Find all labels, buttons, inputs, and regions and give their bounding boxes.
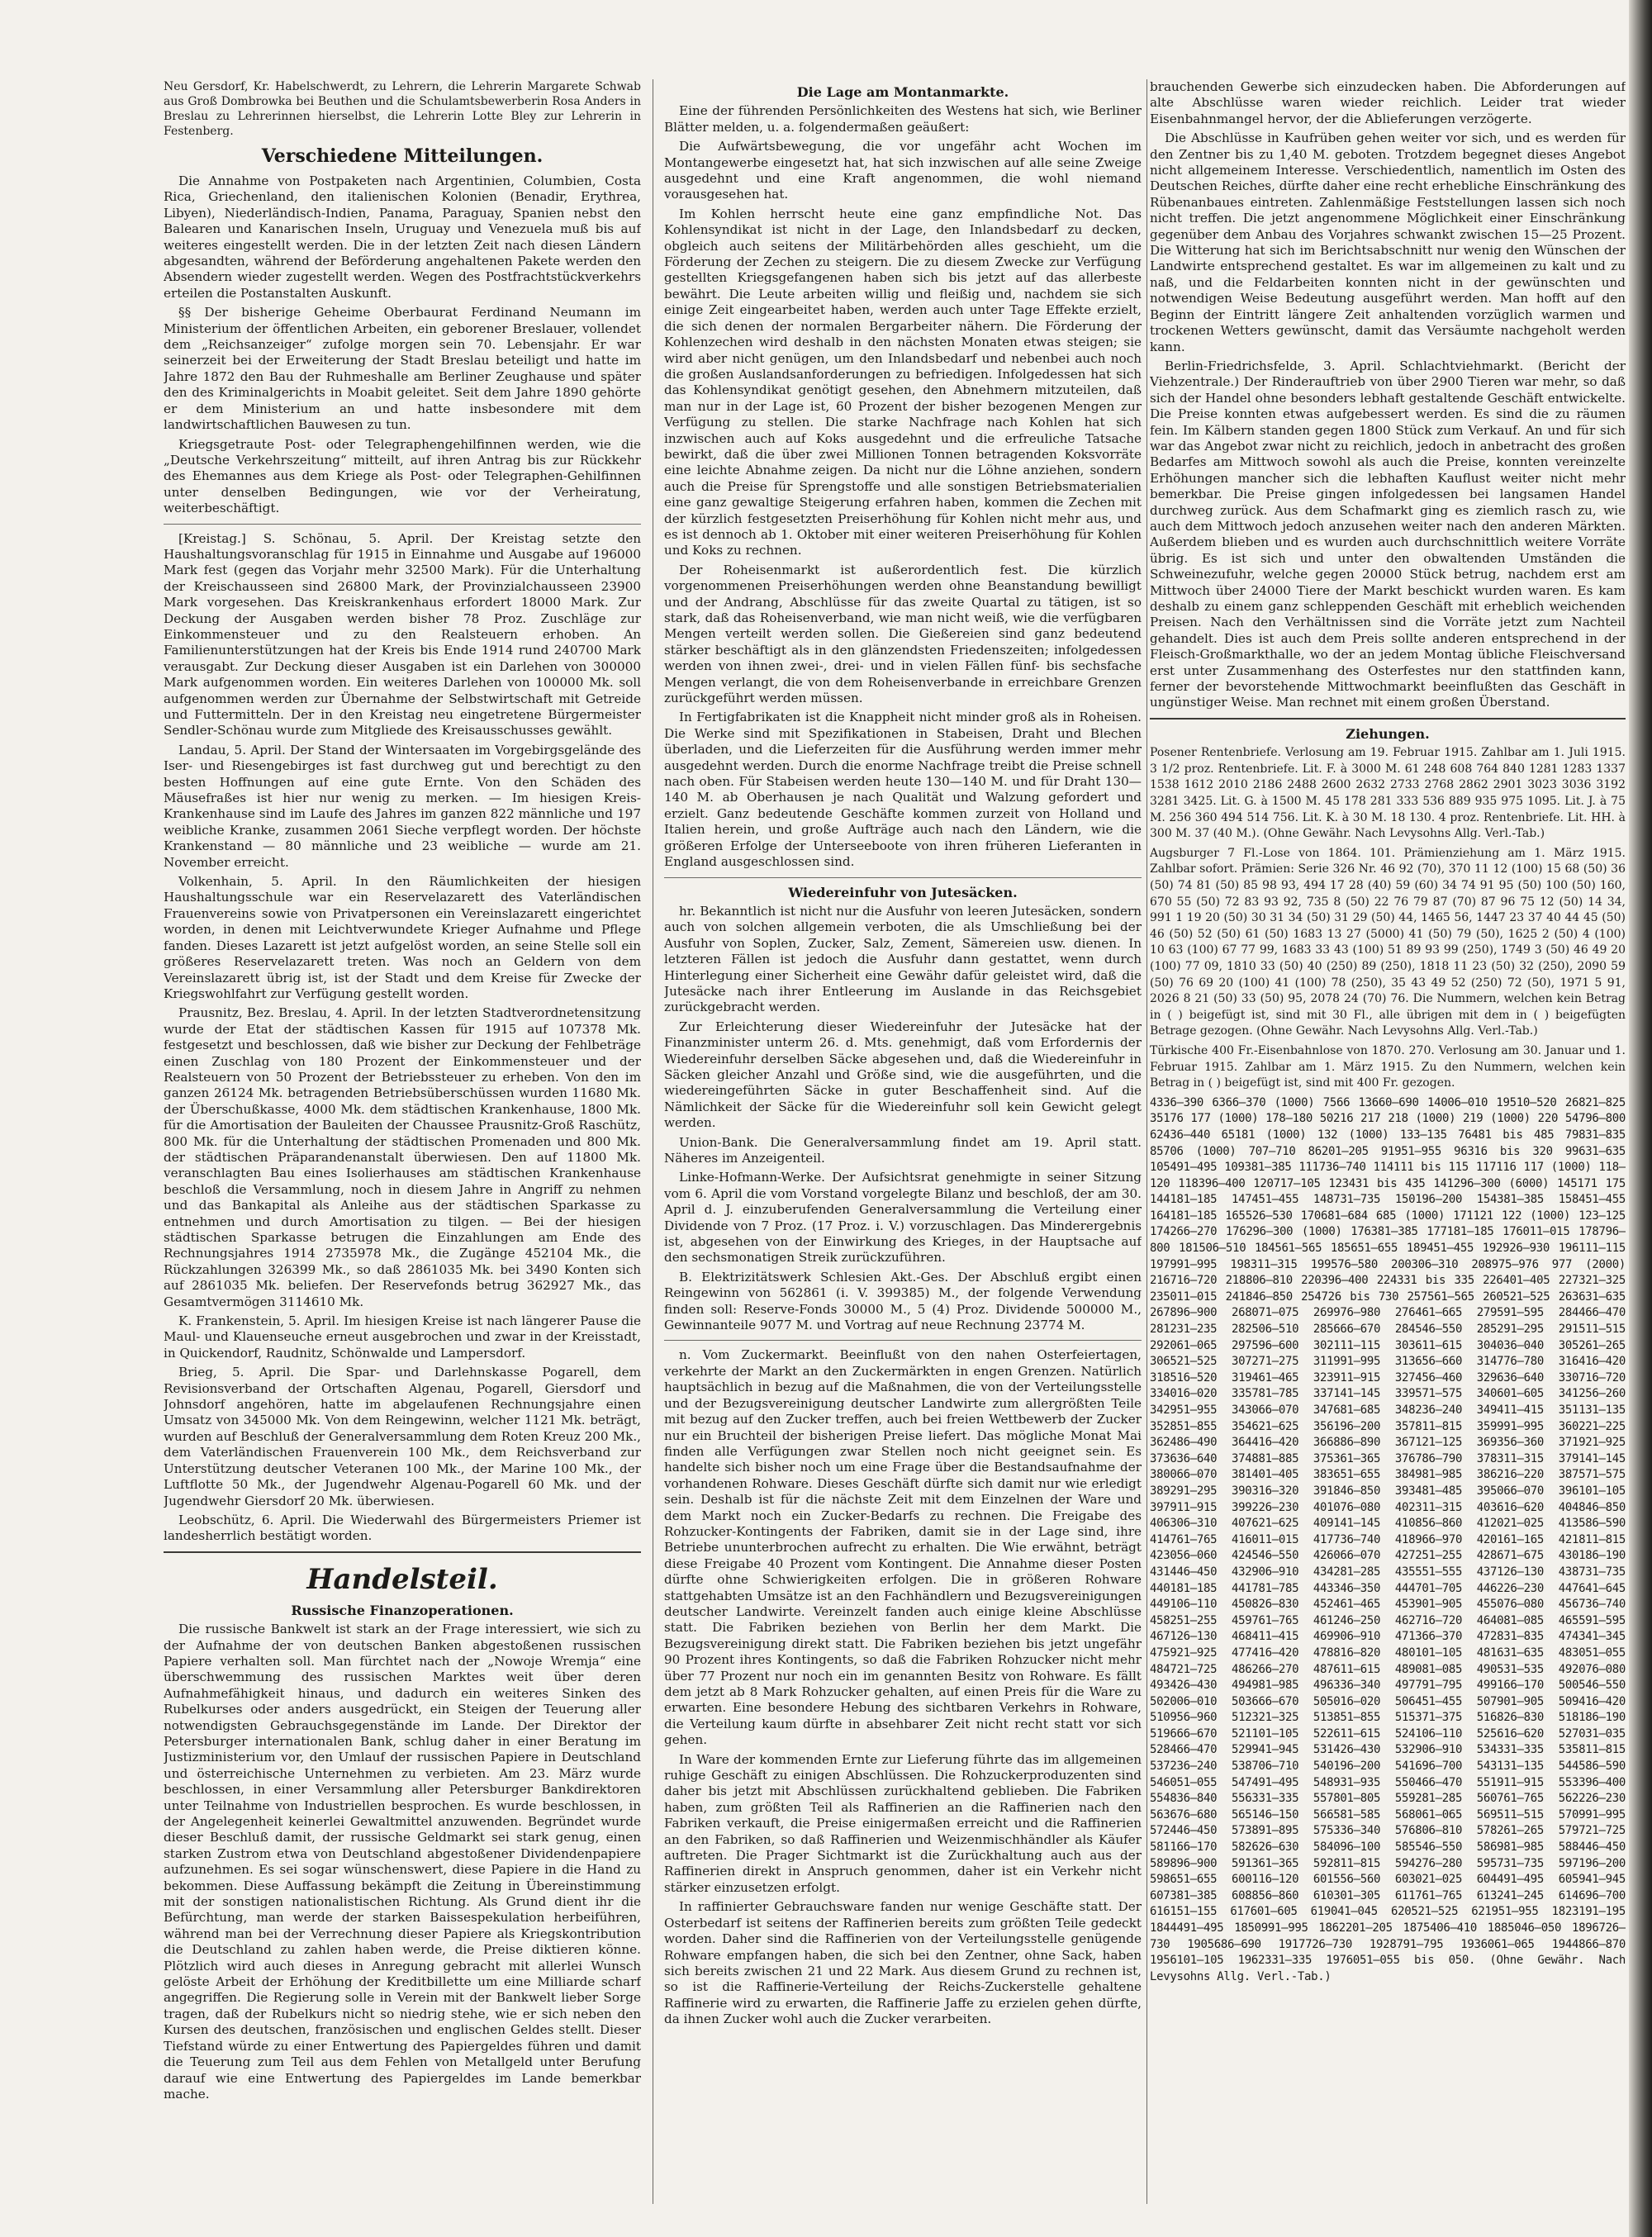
column-middle xyxy=(664,79,1142,2204)
divider xyxy=(664,1340,1142,1341)
zuckermarkt-p1: n. Vom Zuckermarkt. Beeinflußt von den nahen Osterfeiertagen, verkehrte der Markt an den Zuckermärkten in engen Grenzen. Natürlich hauptsächlich in bezug auf die Maßnahmen, die von der Verteilungsstelle und der Bezugsvereinigung deutscher Landwirte zum allergrößten Teile mit bezug auf den Zucker treffen, auch bei freien Wettbewerb der Zucker nur ein Bruchteil der bisherigen Preise liefert. Das mögliche Monat Mai finden alle Verfügungen zwar Stellen noch nicht geeignet sein. Es handelte sich bisher noch um eine Frage über die Bestandsaufnahme der vorhandenen Rohware. Dieses Geschäft dürfte sich damit nur wie erledigt sein. Deshalb ist für die nächste Zeit mit dem Einzelnen der Ware und dem Markt noch ein Zucker-Bedarfs zu rechnen. Die Freigabe des Rohzucker-Kontingents der Fabriken, damit sie in der Lage sind, ihre Betriebe ununterbrochen aufrecht zu erhalten. Die Wie erwähnt, beträgt diese Freigabe 40 Prozent vom Kontingent. Die Annahme dieser Posten dürfte ohne Schwierigkeiten erfolgen. Die in größeren Rohware stattgehabten Umsätze ist an den Fachhändlern und Bezugsvereinigungen deutscher Landwirte. Vereinzelt fanden auch einige kleine Abschlüsse statt. Die Fabriken beziehen von Berlin her dem Markt. Die Bezugsvereinigung direkt statt. Die Fabriken beziehen bis jetzt ungefähr 90 Prozent ihres Kontingents, so daß die Fabriken Rohzucker nicht mehr über 77 Prozent nur noch ein im genannten Besitz von Rohware. Es fällt dem jetzt ab 8 Mark Rohzucker gehalten, auf einen Preis für die Ware zu erwarten. Eine besondere Hebung des sichtbaren Verkehrs in Rohware, die Verteilung kaum dürfte in absehbarer Zeit nicht recht statt vor sich gehen. xyxy=(664,1347,1142,1748)
kaufrueben: Die Abschlüsse in Kaufrüben gehen weiter vor sich, und es werden für den Zentner bis zu 1,40 M. geboten. Trotzdem begegnet dieses Angebot nicht allgemeinem Interesse. Verschiedentlich, namentlich im Osten des Deutschen Reiches, dürfte daher eine recht erhebliche Einschränkung des Rübenanbaues eintreten. Zahlenmäßige Feststellungen lassen sich noch nicht treffen. Die jetzt angenommene Möglichkeit einer Einschränkung gegenüber dem Anbau des Vorjahres schwankt zwischen 15—25 Prozent. Die Witterung hat sich im Berichtsabschnitt nur wenig den Wünschen der Landwirte entsprechend gestaltet. Es war im allgemeinen zu kalt und zu naß, und die Feldarbeiten konnten nicht in der gewünschten und notwendigen Weise Bedeutung ausgeführt werden. Man hofft auf den Beginn der Eintritt längere Zeit anhaltenden vorzüglich warmen und trockenen Wetters gewünscht, damit das Versäumte nachgeholt werden kann. xyxy=(1150,131,1626,354)
divider xyxy=(1150,718,1626,720)
article-volkenhain: Volkenhain, 5. April. In den Räumlichkeiten der hiesigen Haushaltungsschule war ein Reservelazarett des Vaterländischen Frauenvereins sowie von Privatpersonen ein Vereinslazarett eingerichtet worden, in denen mit Leichtverwundete Krieger Aufnahme und Pflege fanden. Dieses Lazarett ist jetzt aufgelöst worden, an seine Stelle soll ein größeres Reservelazarett treten. Was noch an Geldern von dem Vereinslazarett übrig ist, ist der Stadt und dem Kreise für Zwecke der Kriegswohlfahrt zur Verfügung gestellt worden. xyxy=(164,874,641,1001)
schlachtviehmarkt: Berlin-Friedrichsfelde, 3. April. Schlachtviehmarkt. (Bericht der Viehzentrale.) Der Rinderauftrieb von über 2900 Tieren war mehr, so daß sich der Handel ohne besonders lebhaft gestaltende Geschäft entwickelte. Die Preise konnten etwas aufgebessert werden. Es sind die zu räumen fein. Im Kälbern standen gegen 1800 Stück zum Verkauf. An und für sich war das Angebot zwar nicht zu reichlich, jedoch in anbetracht des großen Bedarfes am Mittwoch sowohl als auch die Preise, konnten vereinzelte Erhöhungen mancher sich die lebhaften Kauflust weiter nicht mehr bemerkbar. Die Preise gingen infolgedessen bei langsamen Handel durchweg zurück. Aus dem Schafmarkt ging es ziemlich rasch zu, wie auch dem Mittwoch jedoch anzusehen weiter nach den anderen Märkten. Außerdem blieben und es wurden auch durchschnittlich weitere Vorräte übrig. Es ist sich und unter den obwaltenden Umständen die Schweinezufuhr, welche gegen 20000 Stück betrug, nachdem erst am Mittwoch über 24000 Tiere der Markt beschickt wurden waren. Es kam deshalb zu einem ganz schleppenden Geschäft mit erheblich weichenden Preisen. Nach den Verhältnissen sind die Vorräte jetzt zum Nachteil gehandelt. Dies ist auch dem Preis sollte anderen entsprechend in der Fleisch-Großmarkthalle, wo der an jedem Montag übliche Fleischversand erst unter Zusammenhang des Osterfestes nur den stattfinden kann, ferner der bevorstehende Mittwochmarkt beeinflußten das Geschäft in ungünstiger Weise. Man rechnet mit einem großen Überstand. xyxy=(1150,358,1626,710)
lottery-tuerkische: Türkische 400 Fr.-Eisenbahnlose von 1870. 270. Verlosung am 30. Januar und 1. Februar 1915. Zahlbar am 1. März 1915. Zu den Nummern, welchen kein Betrag in ( ) beigefügt ist, sind mit 400 Fr. gezogen. xyxy=(1150,1043,1626,1090)
article-heading-montan: Die Lage am Montanmarkte. xyxy=(796,84,1009,100)
notice-linke-hofmann: Linke-Hofmann-Werke. Der Aufsichtsrat genehmigte in seiner Sitzung vom 6. April die vom Vorstand vorgelegte Bilanz und beschloß, der am 30. April d. J. einzuberufenden Generalversammlung die Verteilung einer Dividende von 7 Proz. (17 Proz. i. V.) vorzuschlagen. Das Minderergebnis ist, abgesehen von der Einwirkung des Krieges, in der Hauptsache auf den sechsmonatigen Streik zurückzuführen. xyxy=(664,1170,1142,1266)
section-heading-misc: Verschiedene Mitteilungen. xyxy=(261,145,544,167)
lottery-posener: Posener Rentenbriefe. Verlosung am 19. Februar 1915. Zahlbar am 1. Juli 1915. 3 1/2 proz. Rentenbriefe. Lit. F. à 3000 M. 61 248 608 764 840 1281 1283 1337 1538 1612 2010 2186 2488 2600 2632 2733 2768 2862 2901 3023 3036 3192 3281 3425. Lit. G. à 1500 M. 45 178 281 333 536 889 935 975 1095. Lit. J. à 75 M. 256 360 494 514 756. Lit. K. à 30 M. 18 130. 4 proz. Rentenbriefe. Lit. HH. à 300 M. 37 (40 M.). (Ohne Gewähr. Nach Levysohns Allg. Verl.-Tab.) xyxy=(1150,746,1626,841)
jute-p2: Zur Erleichterung dieser Wiedereinfuhr der Jutesäcke hat der Finanzminister unterm 26. d. Mts. genehmigt, daß vom Erfordernis der Wiedereinfuhr derselben Säcke abgesehen und, daß die Wiedereinfuhr in Säcken gleicher Anzahl und Größe sind, wie die ausgeführten, und die wiedereingeführten Säcke in guter Beschaffenheit sind. Auf die Nämlichkeit der Säcke für die Wiedereinfuhr soll kein Gewicht gelegt werden. xyxy=(664,1019,1142,1131)
lottery-augsburger: Augsburger 7 Fl.-Lose von 1864. 101. Prämienziehung am 1. März 1915. Zahlbar sofort. Prämien: Serie 326 Nr. 46 92 (70), 370 11 12 (100) 15 68 (50) 36 (50) 74 81 (50) 85 98 93, 494 17 28 (40) 59 (60) 34 74 91 95 (50) 100 (50) 160, 670 55 (50) 72 83 93 92, 735 8 (50) 22 76 79 87 (70) 87 96 75 12 (50) 14 34, 991 1 19 20 (50) 30 31 34 (50) 31 29 (50) 44, 1465 56, 1447 23 37 40 44 45 (50) 46 (50) 52 (50) 61 (50) 1683 13 27 (5000) 41 (50) 79 (50), 1625 2 (50) 4 (100) 10 63 (100) 67 77 99, 1683 33 43 (100) 51 89 93 99 (250), 1749 3 (50) 46 49 20 (100) 77 09, 1810 33 (50) 40 (250) 89 (250), 1818 11 23 (50) 32 (250), 2090 59 (50) 76 69 20 (100) 41 (100) 78 (250), 35 43 49 52 (250) 72 (50), 1971 5 91, 2026 8 21 (50) 33 (50) 95, 2078 24 (70) 76. Die Nummern, welchen kein Betrag in ( ) beigefügt ist, sind mit 30 Fl., alle übrigen mit dem in ( ) beigefügten Betrage gezogen. (Ohne Gewähr. Nach Levysohns Allg. Verl.-Tab.) xyxy=(1150,846,1626,1038)
section-heading-ziehungen: Ziehungen. xyxy=(1346,725,1430,742)
notice-union-bank: Union-Bank. Die Generalversammlung findet am 19. April statt. Näheres im Anzeigenteil. xyxy=(664,1134,1142,1166)
article-heading-finanz: Russische Finanzoperationen. xyxy=(291,1602,514,1618)
column-left xyxy=(164,79,641,2204)
divider xyxy=(164,1551,641,1553)
notice-elektrizitaetswerk: B. Elektrizitätswerk Schlesien Akt.-Ges. Der Abschluß ergibt einen Reingewinn von 562861 (i. V. 399385) M., der folgende Verwendung finden soll: Reserve-Fonds 30000 M., 5 (4) Proz. Dividende 500000 M., Gewinnanteile 9077 M. und Vortrag auf neue Rechnung 23774 M. xyxy=(664,1269,1142,1333)
article-frankenstein: K. Frankenstein, 5. April. Im hiesigen Kreise ist nach längerer Pause die Maul- und Klauenseuche erneut ausgebrochen und zwar in der Kreisstadt, in Quickendorf, Raudnitz, Schönwalde und Lampersdorf. xyxy=(164,1313,641,1361)
article-brieg: Brieg, 5. April. Die Spar- und Darlehnskasse Pogarell, dem Revisionsverband der Ortschaften Algenau, Pogarell, Giersdorf und Johnsdorf angehören, hatte im abgelaufenen Rechnungsjahre einen Umsatz von 345000 Mk. Von dem Reingewinn, welcher 1121 Mk. beträgt, wurden auf Beschluß der Generalversammlung dem Roten Kreuz 200 Mk., dem Vaterländischen Frauenverein 100 Mk., dem Reichsverband zur Unterstützung deutscher Veteranen 100 Mk., der Marine 100 Mk., der Luftflotte 50 Mk., der Jugendwehr Algenau-Pogarell 60 Mk. und der Jugendwehr Giersdorf 20 Mk. überwiesen. xyxy=(164,1365,641,1508)
jute-p1: hr. Bekanntlich ist nicht nur die Ausfuhr von leeren Jutesäcken, sondern auch von solchen allgemein verboten, die als Umschließung bei der Ausfuhr von Soplen, Zucker, Salz, Zement, Sämereien usw. dienen. In letzteren Fällen ist jedoch die Ausfuhr dann gestattet, wenn durch Hinterlegung einer Sicherheit eine Gewähr dafür geleistet wird, daß die Jutesäcke nach ihrer Entleerung im Auslande in das Reichsgebiet zurückgebracht werden. xyxy=(664,903,1142,1015)
divider xyxy=(664,877,1142,878)
article-heading-jute: Wiedereinfuhr von Jutesäcken. xyxy=(788,884,1018,900)
lottery-number-list: 4336—390 6366—370 (1000) 7566 13660—690 14006—010 19510—520 26821—825 35176 177 (1000) 178—180 50216 217 218 (1000) 219 (1000) 220 54796—800 62436—440 65181 (1000) 132 (1000) 133—135 76481 bis 485 79831—835 85706 (1000) 707—710 86201—205 91951—955 96316 bis 320 99631—635 105491—495 109381—385 111736—740 114111 bis 115 117116 117 (1000) 118—120 118396—400 120717—105 123431 bis 435 141296—300 (6000) 145171 175 144181—185 147451—455 148731—735 150196—200 154381—385 158451—455 164181—185 165526—530 170681—684 685 (1000) 171121 122 (1000) 123—125 174266—270 176296—300 (1000) 176381—385 177181—185 176011—015 178796—800 181506—510 184561—565 185651—655 189451—455 192926—930 196111—115 197991—995 198311—315 199576—580 200306—310 208975—976 977 (2000) 216716—720 218806—810 220396—400 224331 bis 335 226401—405 227321—325 235011—015 241846—850 254726 bis 730 257561—565 260521—525 263631—635 267896—900 268071—075 269976—980 276461—665 279591—595 284466—470 281231—235 282506—510 285666—670 284546—550 285291—295 291511—515 292061—065 297596—600 302111—115 303611—615 304036—040 305261—265 306521—525 307271—275 311991—995 313656—660 314776—780 316416—420 318516—520 319461—465 323911—915 327456—460 329636—640 330716—720 334016—020 335781—785 337141—145 339571—575 340601—605 341256—260 342951—955 343066—070 347681—685 348236—240 349411—415 351131—135 352851—855 354621—625 356196—200 357811—815 359991—995 360221—225 362486—490 364416—420 366886—890 367121—125 369356—360 371921—925 373636—640 374881—885 375361—365 376786—790 378311—315 379141—145 380066—070 381401—405 383651—655 384981—985 386216—220 387571—575 389291—295 390316—320 391846—850 393481—485 395066—070 396101—105 397911—915 399226—230 401076—080 402311—315 403616—620 404846—850 406306—310 407621—625 409141—145 410856—860 412021—025 413586—590 414761—765 416011—015 417736—740 418966—970 420161—165 421811—815 423056—060 424546—550 426066—070 427251—255 428671—675 430186—190 431446—450 432906—910 434281—285 435551—555 437126—130 438731—735 440181—185 441781—785 443346—350 444701—705 446226—230 447641—645 449106—110 450826—830 452461—465 453901—905 455076—080 456736—740 458251—255 459761—765 461246—250 462716—720 464081—085 465591—595 467126—130 468411—415 469906—910 471366—370 472831—835 474341—345 475921—925 477416—420 478816—820 480101—105 481631—635 483051—055 484721—725 486266—270 487611—615 489081—085 490531—535 492076—080 493426—430 494981—985 496336—340 497791—795 499166—170 500546—550 502006—010 503666—670 505016—020 506451—455 507901—905 509416—420 510956—960 512321—325 513851—855 515371—375 516826—830 518186—190 519666—670 521101—105 522611—615 524106—110 525616—620 527031—035 528466—470 529941—945 531426—430 532906—910 534331—335 535811—815 537236—240 538706—710 540196—200 541696—700 543131—135 544586—590 546051—055 547491—495 548931—935 550466—470 551911—915 553396—400 554836—840 556331—335 557801—805 559281—285 560761—765 562226—230 563676—680 565146—150 566581—585 568061—065 569511—515 570991—995 572446—450 573891—895 575336—340 576806—810 578261—265 579721—725 581166—170 582626—630 584096—100 585546—550 586981—985 588446—450 589896—900 591361—365 592811—815 594276—280 595731—735 597196—200 598651—655 600116—120 601556—560 603021—025 604491—495 605941—945 607381—385 608856—860 610301—305 611761—765 613241—245 614696—700 616151—155 617601—605 619041—045 620521—525 621951—955 1823191—195 1844491—495 1850991—995 1862201—205 1875406—410 1885046—050 1896726—730 1905686—690 1917726—730 1928791—795 1936061—065 1944866—870 1956101—105 1962331—335 1976051—055 bis 050. (Ohne Gewähr. Nach Levysohns Allg. Verl.-Tab.) xyxy=(1150,1095,1626,1983)
article-neumann: §§ Der bisherige Geheime Oberbaurat Ferdinand Neumann im Ministerium der öffentlichen Arbeiten, ein geborener Breslauer, vollendet dem „Reichsanzeiger“ zufolge morgen sein 70. Lebensjahr. Er war seinerzeit bei der Erweiterung der Stadt Breslau beteiligt und hatte im Jahre 1872 den Bau der Ruhmeshalle am Berliner Zeughause und später den des Kriminalgerichts in Moabit geleitet. Seit dem Jahre 1890 gehörte er dem Ministerium an und hatte insbesondere mit dem landwirtschaftlichen Bauwesen zu tun. xyxy=(164,305,641,433)
montan-fertigfabrikate: In Fertigfabrikaten ist die Knappheit nicht minder groß als in Roheisen. Die Werke sind mit Spezifikationen in Stabeisen, Draht und Blechen überladen, und die Lieferzeiten für die Ausführung werden immer mehr ausgedehnt werden. Durch die enorme Nachfrage treibt die Preise schnell nach oben. Für Stabeisen werden heute 130—140 M. und für Draht 130—140 M. ab Oberhausen je nach Qualität und Walzung gefordert und erzielt. Ganz bedeutende Geschäfte kommen zurzeit von Holland und Italien herein, und große Aufträge auch nach den Ländern, wie die größeren Erfolge der Unterseeboote von ihren früheren Lieferanten in England ausgeschlossen sind. xyxy=(664,710,1142,870)
article-gehilfinnen: Kriegsgetraute Post- oder Telegraphengehilfinnen werden, wie die „Deutsche Verkehrszeitung“ mitteilt, auf ihren Antrag bis zur Rückkehr des Ehemannes aus dem Kriege als Post- oder Telegraphen-Gehilfinnen unter denselben Bedingungen, wie vor der Verheiratung, weiterbeschäftigt. xyxy=(164,436,641,516)
article-kreistag: [Kreistag.] S. Schönau, 5. April. Der Kreistag setzte den Haushaltungsvoranschlag für 1915 in Einnahme und Ausgabe auf 196000 Mark fest (gegen das Vorjahr mehr 32500 Mark). Für die Unterhaltung der Kreischausseen sind 26800 Mark, der Provinzialchausseen 23900 Mark vorgesehen. Das Kreiskrankenhaus erfordert 18000 Mark. Zur Deckung der Ausgaben werden bisher 78 Proz. Zuschläge zur Einkommensteuer und zu den Realsteuern erhoben. An Familienunterstützungen hat der Kreis bis Ende 1914 rund 240700 Mark verausgabt. Zur Deckung dieser Ausgaben ist ein Darlehen von 300000 Mark aufgenommen worden. Ein weiteres Darlehen von 100000 Mk. soll aufgenommen werden zur Übernahme der Selbstwirtschaft mit Getreide und Futtermitteln. Der in den Kreistag neu eingetretene Bürgermeister Sendler-Schönau wurde zum Mitgliede des Kreisausschusses gewählt. xyxy=(164,530,641,739)
zuckermarkt-p3: In raffinierter Gebrauchsware fanden nur wenige Geschäfte statt. Der Osterbedarf ist seitens der Raffinerien bereits zum größten Teile gedeckt worden. Daher sind die Raffinerien von der Verteilungsstelle genügende Rohware empfangen haben, die sich bei den Zentner, ohne Sack, haben sich bereits zwischen 21 und 22 Mark. Aus diesem Grund zu rechnen ist, so ist die Raffinerie-Verteilung der Reichs-Zuckerstelle gehaltene Raffinerie wird zu erwarten, die Raffinerie Jaffe zu erzielen gehen dürfte, da ihnen Zucker wohl auch die Zucker verarbeiten. xyxy=(664,1899,1142,2027)
binding-edge xyxy=(1629,0,1652,2237)
montan-intro: Eine der führenden Persönlichkeiten des Westens hat sich, wie Berliner Blätter melden, u. a. folgendermaßen geäußert: xyxy=(664,103,1142,135)
montan-roheisen: Der Roheisenmarkt ist außerordentlich fest. Die kürzlich vorgenommenen Preiserhöhungen werden ohne Beanstandung bewilligt und der Andrang, Abschlüsse für das zweite Quartal zu tätigen, ist so stark, daß das Roheisenverband, wie man nicht weiß, wie die verfügbaren Mengen verteilt werden sollen. Die Gießereien sind ganz bedeutend stärker beschäftigt als in den glänzendsten Friedenszeiten; infolgedessen werden von ihnen zwei-, drei- und in vielen Fällen fünf- bis sechsfache Mengen verlangt, die von dem Roheisenverbande in erreichbare Grenzen zurückgeführt werden müssen. xyxy=(664,562,1142,706)
montan-kohlen: Im Kohlen herrscht heute eine ganz empfindliche Not. Das Kohlensyndikat ist nicht in der Lage, den Inlandsbedarf zu decken, obgleich auch seitens der Militärbehörden alles geschieht, um die Förderung der Zechen zu steigern. Die zu diesem Zwecke zur Verfügung gestellten Kriegsgefangenen haben sich bis jetzt auf das allerbeste bewährt. Die Leute arbeiten willig und fleißig und, nachdem sie sich einige Zeit eingearbeitet haben, werden auch unter Tage Effekte erzielt, die sich denen der normalen Bergarbeiter nähern. Die Förderung der Kohlenzechen wird deshalb in den nächsten Monaten etwas steigen; sie wird aber nicht genügen, um den Inlandsbedarf und nebenbei auch noch die großen Auslandsanforderungen zu befriedigen. Infolgedessen hat sich das Kohlensyndikat genötigt gesehen, den Abnehmern mitzuteilen, daß man nur in der Lage ist, 60 Prozent der bisher bezogenen Mengen zur Verfügung zu stellen. Die starke Nachfrage nach Kohlen hat sich inzwischen auch auf Koks ausgedehnt und die erfreuliche Tatsache bewirkt, daß die über zwei Millionen Tonnen betragenden Koksvorräte eine leichte Abnahme zeigen. Da nicht nur die Löhne anziehen, sondern auch die Preise für Sprengstoffe und alle sonstigen Betriebsmaterialien eine ganz gewaltige Steigerung erfahren haben, kommen die Zechen mit der kürzlich festgesetzten Preiserhöhung für Kohlen nicht mehr aus, und es ist dennoch ab 1. Oktober mit einer weiteren Preiserhöhung für Kohlen und Koks zu rechnen. xyxy=(664,206,1142,558)
article-landau: Landau, 5. April. Der Stand der Wintersaaten im Vorgebirgsgelände des Iser- und Riesengebirges ist fast durchweg gut und berechtigt zu den besten Hoffnungen auf eine gute Ernte. Von den Schäden des Mäusefraßes ist hier nur wenig zu merken. — Im hiesigen Kreis-Krankenhause sind im Laufe des Jahres im ganzen 822 männliche und 197 weibliche Kranke, zusammen 2061 Sieche verpflegt worden. Der höchste Krankenstand — 80 männliche und 23 weibliche — wurde am 21. November erreicht. xyxy=(164,742,641,870)
zucker-cont: brauchenden Gewerbe sich einzudecken haben. Die Abforderungen auf alte Abschlüsse waren wieder reichlich. Leider trat wieder Eisenbahnmangel hervor, der die Ablieferungen verzögerte. xyxy=(1150,79,1626,126)
lottery-section xyxy=(1150,745,1626,1985)
column-right xyxy=(1150,79,1626,2204)
appointments-note: Neu Gersdorf, Kr. Habelschwerdt, zu Lehrern, die Lehrerin Margarete Schwab aus Groß Dombrowka bei Beuthen und die Schulamtsbewerberin Rosa Anders in Breslau zu Lehrerinnen hierselbst, die Lehrerin Lotte Bley zur Lehrerin in Festenberg. xyxy=(164,80,641,138)
article-prausnitz: Prausnitz, Bez. Breslau, 4. April. In der letzten Stadtverordnetensitzung wurde der Etat der städtischen Kassen für 1915 auf 107378 Mk. festgesetzt und beschlossen, daß wie bisher zur Deckung der Fehlbeträge einen Zuschlag von 180 Prozent der Einkommensteuer und der Realsteuern von 50 Prozent der Betriebssteuer zu erheben. Von den im ganzen 26124 Mk. betragenden Betriebsüberschüssen wurden 11680 Mk. der Überschußkasse, 4000 Mk. dem städtischen Krankenhause, 1800 Mk. für die Amortisation der Bauleiten der Chaussee Prausnitz-Groß Raschütz, 800 Mk. für die Unterhaltung der städtischen Promenaden und 800 Mk. der städtischen Präparandenanstalt überwiesen. Den auf 11800 Mk. veranschlagten Bau eines Isolierhauses am städtischen Krankenhause beschloß die Versammlung, noch in diesem Jahre in Angriff zu nehmen und das Bankapital als Anleihe aus der städtischen Sparkasse zu entnehmen und durch Amortisation zu tilgen. — Bei der hiesigen städtischen Sparkasse betrugen die Einzahlungen am Ende des Rechnungsjahres 1914 2735978 Mk., die Zugänge 452104 Mk., die Rückzahlungen 326399 Mk., so daß 2861035 Mk. bei 3490 Konten sich auf 2861035 Mk. beliefen. Der Reservefonds betrug 362927 Mk., das Gesamtvermögen 3114610 Mk. xyxy=(164,1005,641,1309)
column-rule xyxy=(1146,79,1147,2204)
article-leobschuetz: Leobschütz, 6. April. Die Wiederwahl des Bürgermeisters Priemer ist landesherrlich bestätigt worden. xyxy=(164,1512,641,1544)
zuckermarkt-p2: In Ware der kommenden Ernte zur Lieferung führte das im allgemeinen ruhige Geschäft zu einigen Abschlüssen. Die Rohzuckerproduzenten sind daher bis jetzt mit Abschlüssen zurückhaltend geblieben. Die Fabriken haben, zum größten Teil als Raffinerien an die Raffinerien nach den Fabriken verkauft, die Preise einigermaßen erreicht und die Raffinerien an den Fabriken, so daß Raffinerien und Weizenmischhändler als Käufer auftreten. Die Prager Sichtmarkt ist die Zurückhaltung auch aus der Raffinerien direkt in Anspruch genommen, daher ist ein Verkehr nicht stärker einzusetzen erfolgt. xyxy=(664,1751,1142,1895)
montan-aufwaerts: Die Aufwärtsbewegung, die vor ungefähr acht Wochen im Montangewerbe eingesetzt hat, hat sich inzwischen auf alle seine Zweige ausgedehnt und eine Kraft angenommen, die wohl niemand vorausgesehen hat. xyxy=(664,139,1142,202)
article-russische-finanz: Die russische Bankwelt ist stark an der Frage interessiert, wie sich zu der Aufnahme der von deutschen Banken abgestoßenen russischen Papiere verhalten soll. Man fürchtet nach der „Nowoje Wremja“ eine überschwemmung des russischen Marktes weit über deren Aufnahmefähigkeit hinaus, und dadurch ein weiteres Sinken des Rubelkurses oder anders ausgedrückt, ein Steigen der Teuerung aller notwendigsten Gebrauchsgegenstände im Lande. Der Direktor der Petersburger internationalen Bank, schlug daher in einer Beratung im Justizministerium vor, den Umlauf der russischen Papiere in Deutschland und österreichische Unternehmen zu verbieten. Am 23. März wurde beschlossen, in einer Versammlung aller Petersburger Bankdirektoren unter Teilnahme von Industriellen besprochen. Es wurde beschlossen, in der Angelegenheit keinerlei Gewaltmittel anzuwenden. Begründet wurde dieser Beschluß damit, der russische Geldmarkt sei stark genug, einen starken Zustrom etwa von Deutschland abgestoßener Dividendenpapiere aufzunehmen. Es sei sogar wünschenswert, diese Papiere in die Hand zu bekommen. Diese Auffassung bekämpft die Zeitung in Übereinstimmung mit der sonstigen nationalistischen Richtung. Als Grund dient ihr die Befürchtung, man werde der starken Baissespekulation herbeiführen, während man bei der Verrechnung dieser Papiere als Kriegskontribution die Deutschland zu zahlen haben werde, die Preise diktieren könne. Plötzlich wird auch dieses in Anregung gebracht mit allerlei Wunsch gelöste Arbeit der Erhöhung der Kreditbillette um eine Milliarde scharf angegriffen. Die Regierung solle in Verein mit der Bankwelt lieber Sorge tragen, daß der Rubelkurs nicht so niedrig stehe, wie er sich neben den Kursen des deutschen, französischen und englischen Geldes stellt. Dieser Tiefstand würde zu einer Entwertung des Papiergeldes führen und damit die Teuerung zum Teil aus dem Fehlen von Metallgeld unter Berufung darauf wie eine Entwertung des Papiergeldes im Lande bemerkbar mache. xyxy=(164,1622,641,2102)
section-heading-handelsteil: Handelsteil. xyxy=(306,1562,498,1596)
article-postpakete: Die Annahme von Postpaketen nach Argentinien, Columbien, Costa Rica, Griechenland, den italienischen Kolonien (Benadir, Erythrea, Libyen), Niederländisch-Indien, Panama, Paraguay, Spanien nebst den Balearen und Kanarischen Inseln, Uruguay und Venezuela muß bis auf weiteres eingestellt werden. Die in der letzten Zeit nach diesen Ländern abgesandten, während der Beförderung angehaltenen Pakete werden den Absendern wieder zugestellt werden. Wegen des Postfrachtstückverkehrs erteilen die Postanstalten Auskunft. xyxy=(164,173,641,301)
divider xyxy=(164,524,641,525)
